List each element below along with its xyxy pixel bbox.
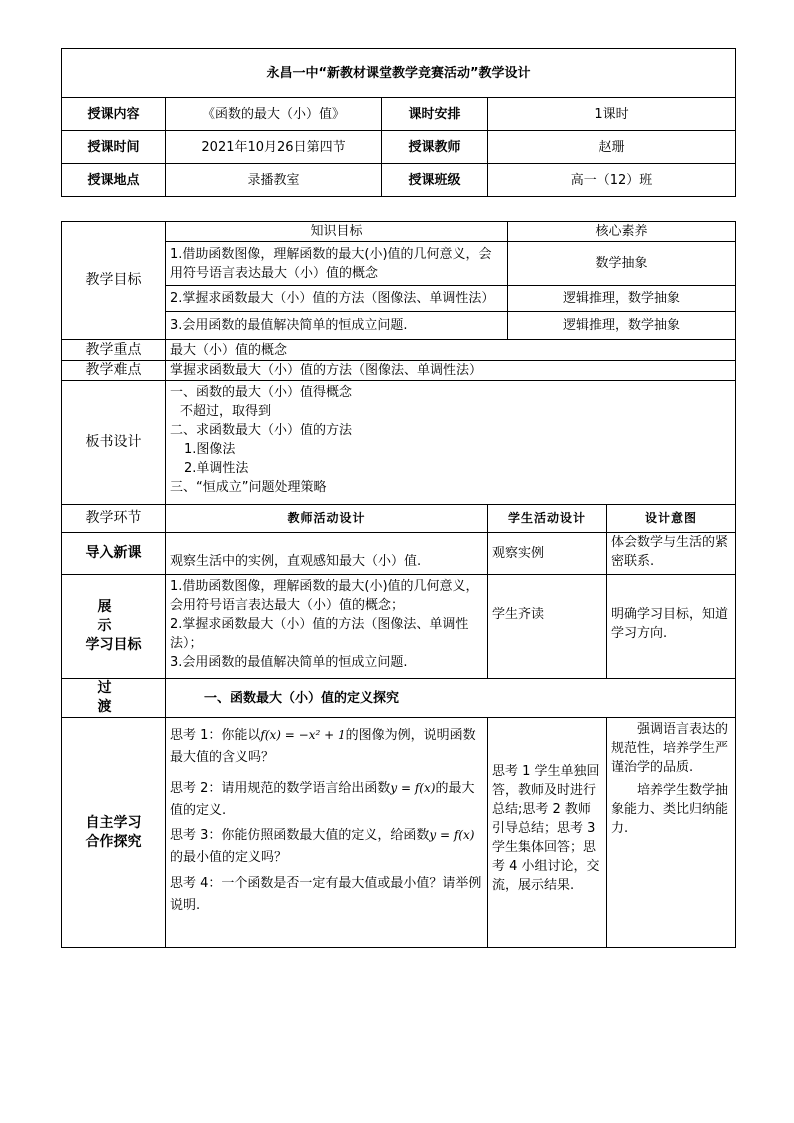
value-teacher: 赵珊: [488, 131, 736, 164]
transition-label: 过 渡: [62, 679, 166, 718]
board-line-1: 一、函数的最大（小）值得概念: [170, 385, 353, 400]
intro-label: 导入新课: [62, 533, 166, 575]
difficulty-label: 教学难点: [62, 361, 166, 381]
think-3-text-a: 思考 3：你能仿照函数最大值的定义，给函数: [170, 828, 430, 843]
think-2-text-b: 的最大值的定义.: [170, 781, 475, 818]
explore-label: [62, 718, 166, 948]
think-4: 思考 4：一个函数是否一定有最大值或最小值？请举例说明.: [170, 876, 482, 913]
goals-student: 学生齐读: [488, 575, 607, 679]
think-3-text-b: 的最小值的定义吗？: [170, 850, 288, 865]
objective-goal-3: 3.会用函数的最值解决简单的恒成立问题.: [166, 312, 508, 340]
objective-literacy-3: 逻辑推理，数学抽象: [508, 312, 736, 340]
goals-label-line-2: 学习目标: [85, 637, 142, 653]
board-line-5: 2.单调性法: [184, 461, 249, 476]
goals-label: [62, 575, 166, 679]
stages-label: 教学环节: [62, 505, 166, 533]
label-place: 授课地点: [62, 164, 166, 197]
difficulty-text: 掌握求函数最大（小）值的方法（图像法、单调性法）: [166, 361, 736, 381]
student-activity-header: 学生活动设计: [488, 505, 607, 533]
explore-label-line-2: 合作探究: [85, 833, 142, 850]
goals-teacher: [166, 575, 488, 679]
intro-student: 观察实例: [488, 533, 607, 575]
goals-intent: 明确学习目标，知道学习方向.: [607, 575, 736, 679]
document-title: 永昌一中“新教材课堂教学竞赛活动”教学设计: [62, 49, 736, 98]
think-2-text-a: 思考 2：请用规范的数学语言给出函数: [170, 781, 391, 796]
explore-intent: [607, 718, 736, 948]
lesson-plan-table: [61, 221, 736, 948]
explore-intent-2: 培养学生数学抽象能力、类比归纳能力.: [611, 783, 729, 836]
label-class: 授课班级: [382, 164, 488, 197]
header-row-content: [62, 98, 736, 131]
board-line-3: 二、求函数最大（小）值的方法: [170, 423, 353, 438]
goals-teacher-line-2: 2.掌握求函数最大（小）值的方法（图像法、单调性法）；: [170, 617, 469, 651]
board-label: 板书设计: [62, 381, 166, 505]
think-1-formula: f(x) = −x² + 1: [260, 728, 346, 742]
explore-label-line-1: 自主学习: [85, 814, 142, 831]
key-point-text: 最大（小）值的概念: [166, 340, 736, 361]
goals-teacher-line-3: 3.会用函数的最值解决简单的恒成立问题.: [170, 655, 408, 670]
objective-goal-2: 2.掌握求函数最大（小）值的方法（图像法、单调性法）: [166, 286, 508, 312]
board-line-6: 三、“恒成立”问题处理策略: [170, 480, 327, 495]
value-time: 2021年10月26日第四节: [166, 131, 382, 164]
think-1-text-b: 的图像为例，说明函数最大值的含义吗？: [170, 728, 476, 765]
objective-goal-1: 1.借助函数图像，理解函数的最大(小)值的几何意义，会用符号语言表达最大（小）值的概念: [166, 242, 508, 286]
board-content: [166, 381, 736, 505]
think-1: [170, 724, 483, 769]
intro-teacher: 观察生活中的实例，直观感知最大（小）值.: [166, 533, 488, 575]
header-table: [61, 48, 736, 197]
transition-text: 一、函数最大（小）值的定义探究: [166, 679, 736, 718]
label-time: 授课时间: [62, 131, 166, 164]
header-row-place: [62, 164, 736, 197]
key-point-label: 教学重点: [62, 340, 166, 361]
teacher-activity-header: 教师活动设计: [166, 505, 488, 533]
objectives-knowledge-header: 知识目标: [166, 222, 508, 242]
value-periods: 1课时: [488, 98, 736, 131]
objective-literacy-2: 逻辑推理，数学抽象: [508, 286, 736, 312]
objectives-label: 教学目标: [62, 222, 166, 340]
header-row-time: [62, 131, 736, 164]
think-3: [170, 824, 483, 869]
think-1-text-a: 思考 1：你能以: [170, 728, 261, 743]
label-content: 授课内容: [62, 98, 166, 131]
explore-intent-1: 强调语言表达的规范性，培养学生严谨治学的品质.: [611, 722, 729, 775]
explore-student: 思考 1 学生单独回答，教师及时进行总结;思考 2 教师引导总结；思考 3 学生集体回答；思考 4 小组讨论，交流，展示结果.: [488, 718, 607, 948]
value-content: 《函数的最大（小）值》: [166, 98, 382, 131]
goals-teacher-line-1: 1.借助函数图像，理解函数的最大(小)值的几何意义，会用符号语言表达最大（小）值的概念；: [170, 579, 479, 613]
board-line-2: 不超过，取得到: [180, 404, 272, 419]
objective-literacy-1: 数学抽象: [508, 242, 736, 286]
value-class: 高一（12）班: [488, 164, 736, 197]
value-place: 录播教室: [166, 164, 382, 197]
explore-teacher: [166, 718, 488, 948]
think-3-formula: y = f(x): [429, 828, 475, 842]
think-2: [170, 777, 483, 822]
label-periods: 课时安排: [382, 98, 488, 131]
think-2-formula: y = f(x): [390, 781, 436, 795]
intro-intent: 体会数学与生活的紧密联系.: [607, 533, 736, 575]
goals-label-line-1: 展 示: [97, 599, 162, 634]
design-intent-header: 设计意图: [607, 505, 736, 533]
board-line-4: 1.图像法: [184, 442, 236, 457]
label-teacher: 授课教师: [382, 131, 488, 164]
objectives-literacy-header: 核心素养: [508, 222, 736, 242]
